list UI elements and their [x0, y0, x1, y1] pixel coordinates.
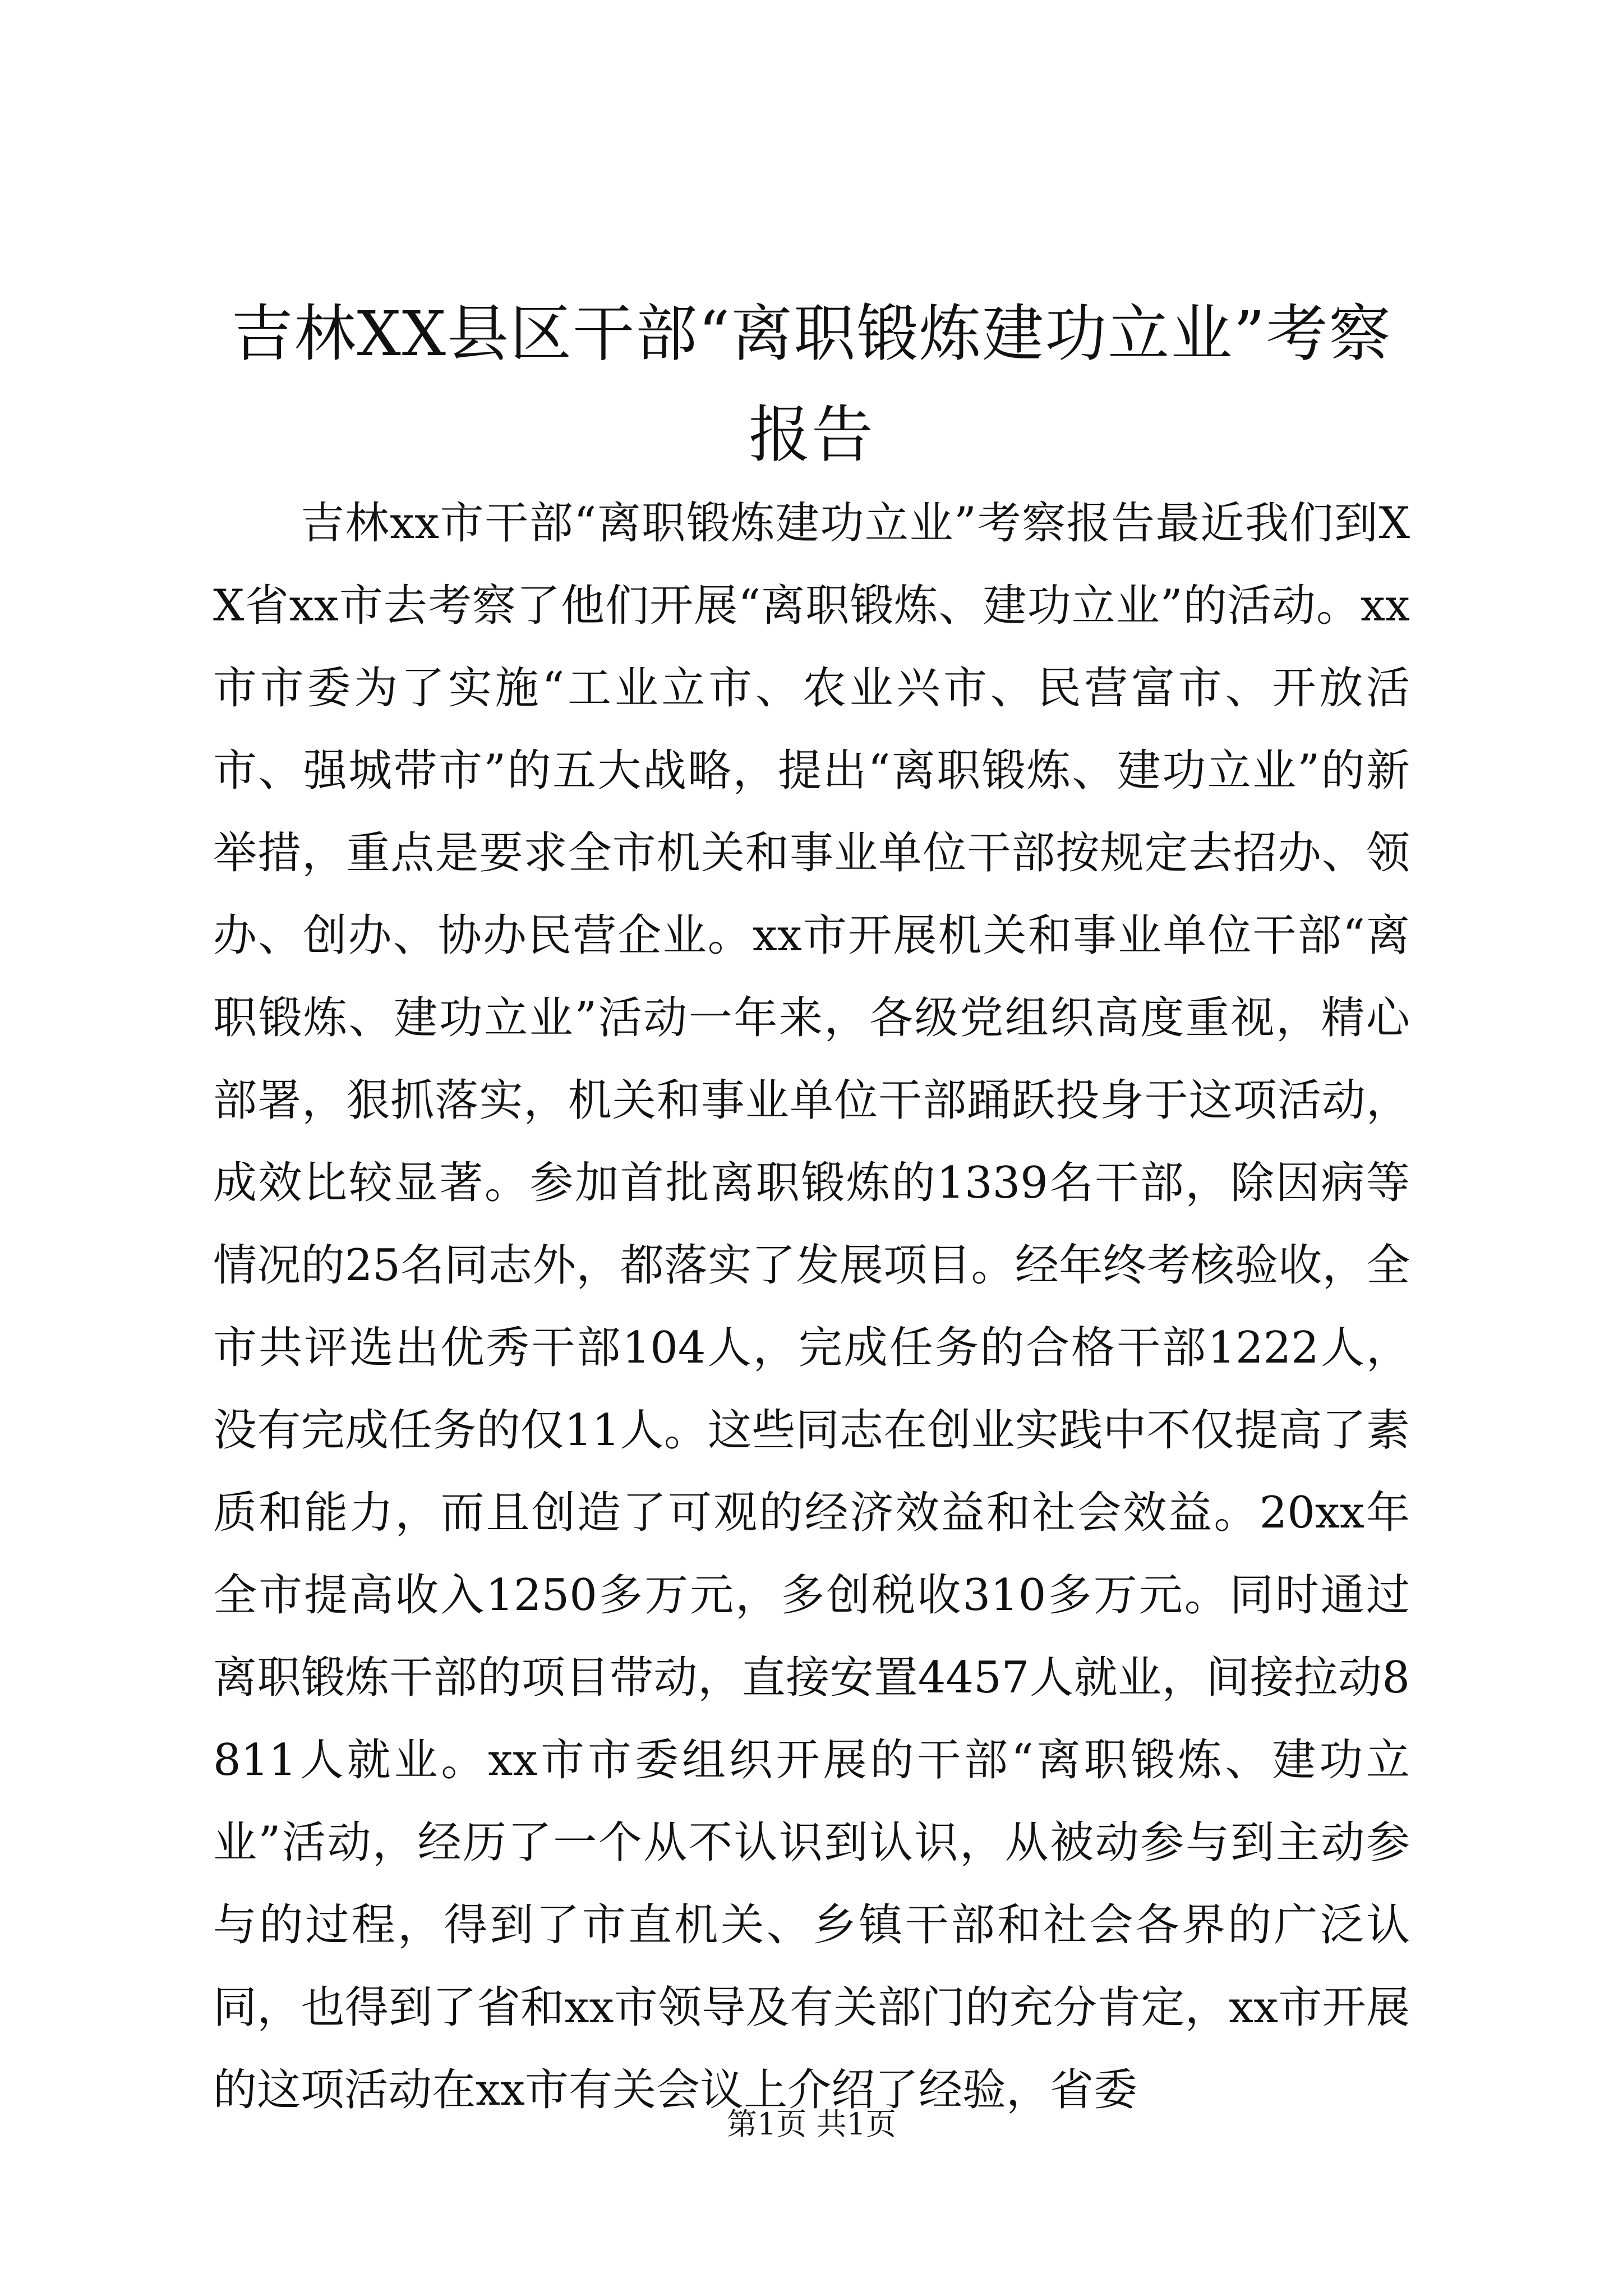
body-paragraph: 吉林xx市干部“离职锻炼建功立业”考察报告最近我们到XX省xx市去考察了他们开展“离职锻炼、建功立业”的活动。xx市市委为了实施“工业立市、农业兴市、民营富市、开放活市、强城带市”的五大战略，提出“离职锻炼、建功立业”的新举措，重点是要求全市机关和事业单位干部按规定去招办、领办、创办、协办民营企业。xx市开展机关和事业单位干部“离职锻炼、建功立业”活动一年来，各级党组织高度重视，精心部署，狠抓落实，机关和事业单位干部踊跃投身于这项活动，成效比较显著。参加首批离职锻炼的1339名干部，除因病等情况的25名同志外，都落实了发展项目。经年终考核验收，全市共评选出优秀干部104人，完成任务的合格干部1222人，没有完成任务的仅11人。这些同志在创业实践中不仅提高了素质和能力，而且创造了可观的经济效益和社会效益。20xx年全市提高收入1250多万元，多创税收310多万元。同时通过离职锻炼干部的项目带动，直接安置4457人就业，间接拉动8811人就业。xx市市委组织开展的干部“离职锻炼、建功立业”活动，经历了一个从不认识到认识，从被动参与到主动参与的过程，得到了市直机关、乡镇干部和社会各界的广泛认同，也得到了省和xx市领导及有关部门的充分肯定，xx市开展的这项活动在xx市有关会议上介绍了经验，省委	[213, 498, 1410, 2115]
page-footer: 第1页 共1页	[727, 2106, 896, 2142]
document-title: 吉林XX县区干部“离职锻炼建功立业”考察报告	[231, 298, 1392, 471]
